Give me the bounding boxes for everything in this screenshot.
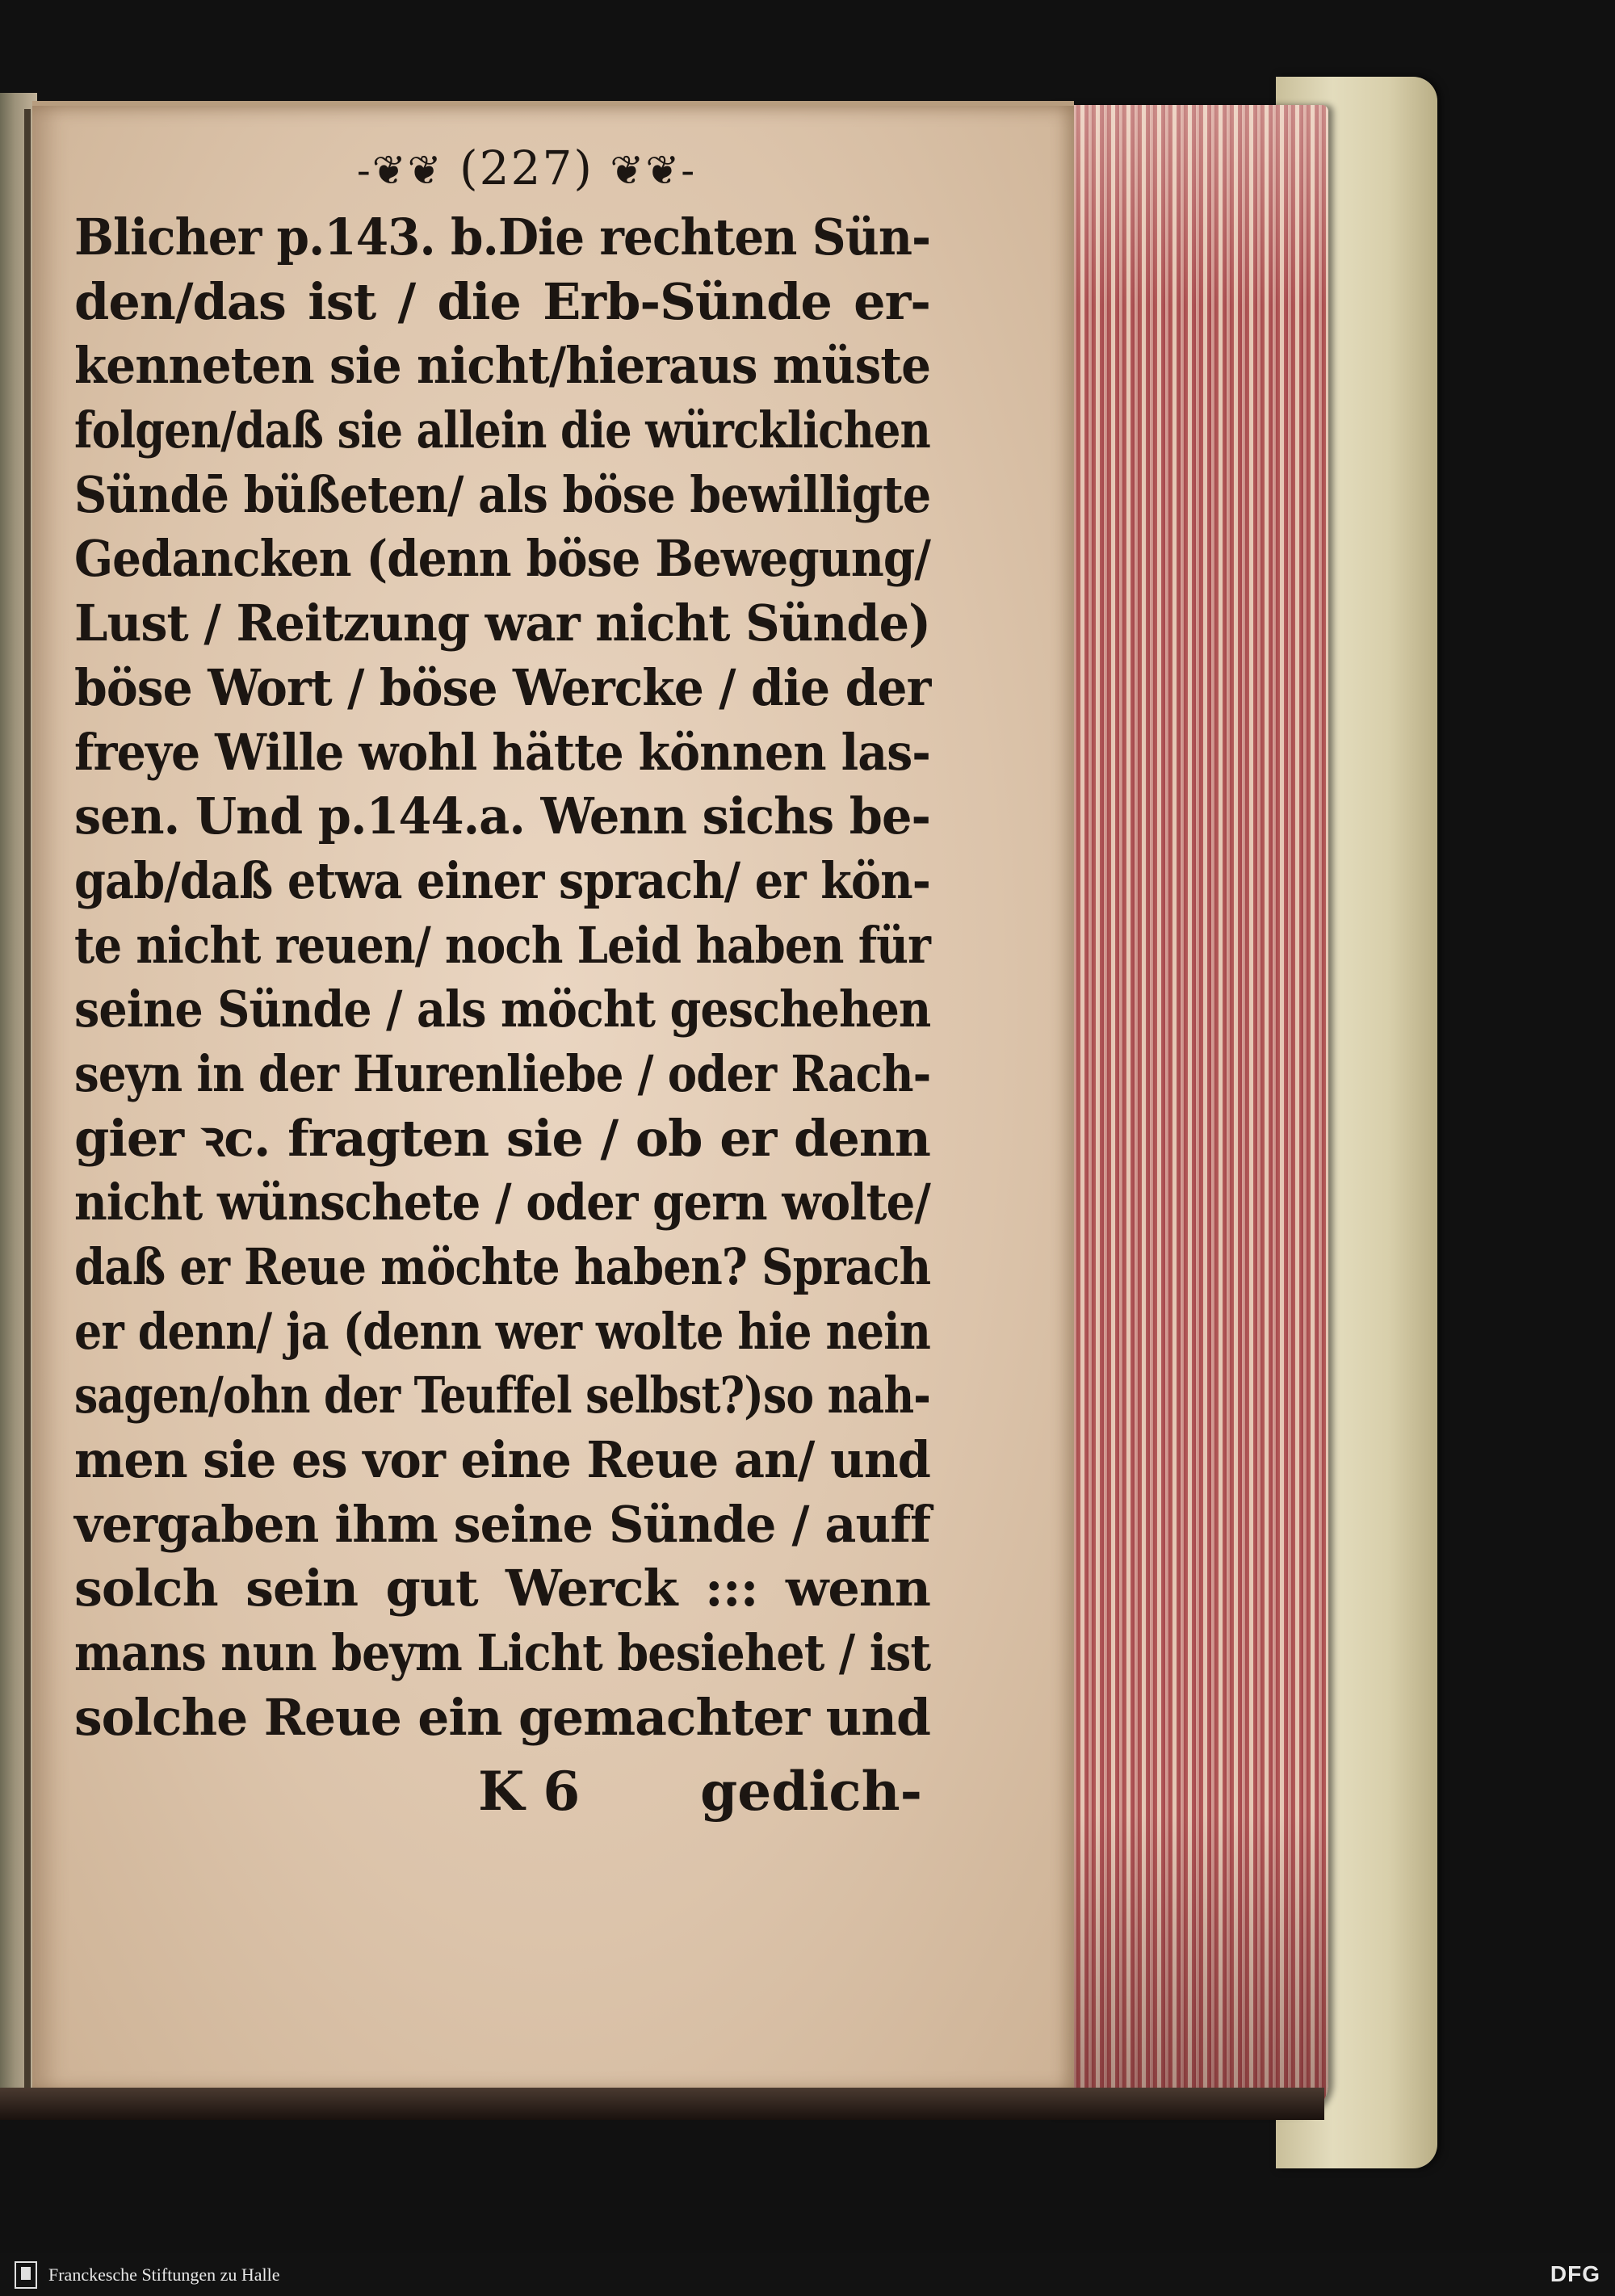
text-line: men sie es vor eine Reue an/ und <box>74 1430 930 1490</box>
footer-institution: Franckesche Stiftungen zu Halle <box>48 2265 280 2285</box>
page-text-block <box>74 136 930 1828</box>
signature-line <box>74 1755 930 1828</box>
text-line: kenneten sie nicht/hieraus müste <box>74 336 931 396</box>
text-lines <box>74 205 930 1750</box>
right-ornament-icon: ❦❦- <box>610 147 697 194</box>
text-line: sen. Und p.144.a. Wenn sichs be- <box>74 787 931 846</box>
text-line: Sündē büßeten/ als böse bewilligte <box>74 464 931 524</box>
text-line: seyn in der Hurenliebe / oder Rach- <box>74 1043 931 1103</box>
footer-bar <box>0 2253 1615 2296</box>
text-line: gier ꝛc. fragten sie / ob er denn <box>74 1108 930 1168</box>
text-line: solch sein gut Werck ::: wenn <box>74 1559 930 1618</box>
text-line: vergaben ihm seine Sünde / auff <box>74 1494 931 1554</box>
text-line: freye Wille wohl hätte können las- <box>74 722 930 782</box>
page-header <box>123 136 930 200</box>
text-line: mans nun beym Licht besiehet / ist <box>74 1623 931 1683</box>
page-number: (227) <box>459 141 594 195</box>
catchword: gedich- <box>700 1759 922 1823</box>
text-line: böse Wort / böse Wercke / die der <box>74 657 931 717</box>
signature-mark: K 6 <box>478 1759 581 1823</box>
spine-shadow <box>24 109 31 2104</box>
text-line: gab/daß etwa einer sprach/ er kön- <box>74 850 930 910</box>
text-line: te nicht reuen/ noch Leid haben für <box>74 915 930 975</box>
text-line: daß er Reue möchte haben? Sprach <box>74 1237 931 1296</box>
text-line: sagen/ohn der Teuffel selbst?)so nah- <box>74 1366 930 1425</box>
text-line: den/das ist / die Erb-Sünde er- <box>74 271 930 331</box>
text-line: Gedancken (denn böse Bewegung/ <box>74 529 930 589</box>
left-ornament-icon: -❦❦ <box>356 147 443 194</box>
dfg-logo: DFG <box>1550 2261 1600 2286</box>
text-line: solche Reue ein gemachter und <box>74 1687 930 1747</box>
text-line: seine Sünde / als möcht geschehen <box>74 980 931 1039</box>
text-line: Blicher p.143. b.Die rechten Sün- <box>74 208 931 267</box>
text-line: nicht wünschete / oder gern wolte/ <box>74 1173 930 1232</box>
bottom-shadow <box>0 2088 1324 2120</box>
text-line: Lust / Reitzung war nicht Sünde) <box>74 594 931 653</box>
page-edges-shade <box>1050 105 1328 2116</box>
francke-foundation-logo-icon <box>15 2261 37 2289</box>
text-line: folgen/daß sie allein die würcklichen <box>74 401 930 460</box>
text-line: er denn/ ja (denn wer wolte hie nein <box>74 1301 930 1361</box>
